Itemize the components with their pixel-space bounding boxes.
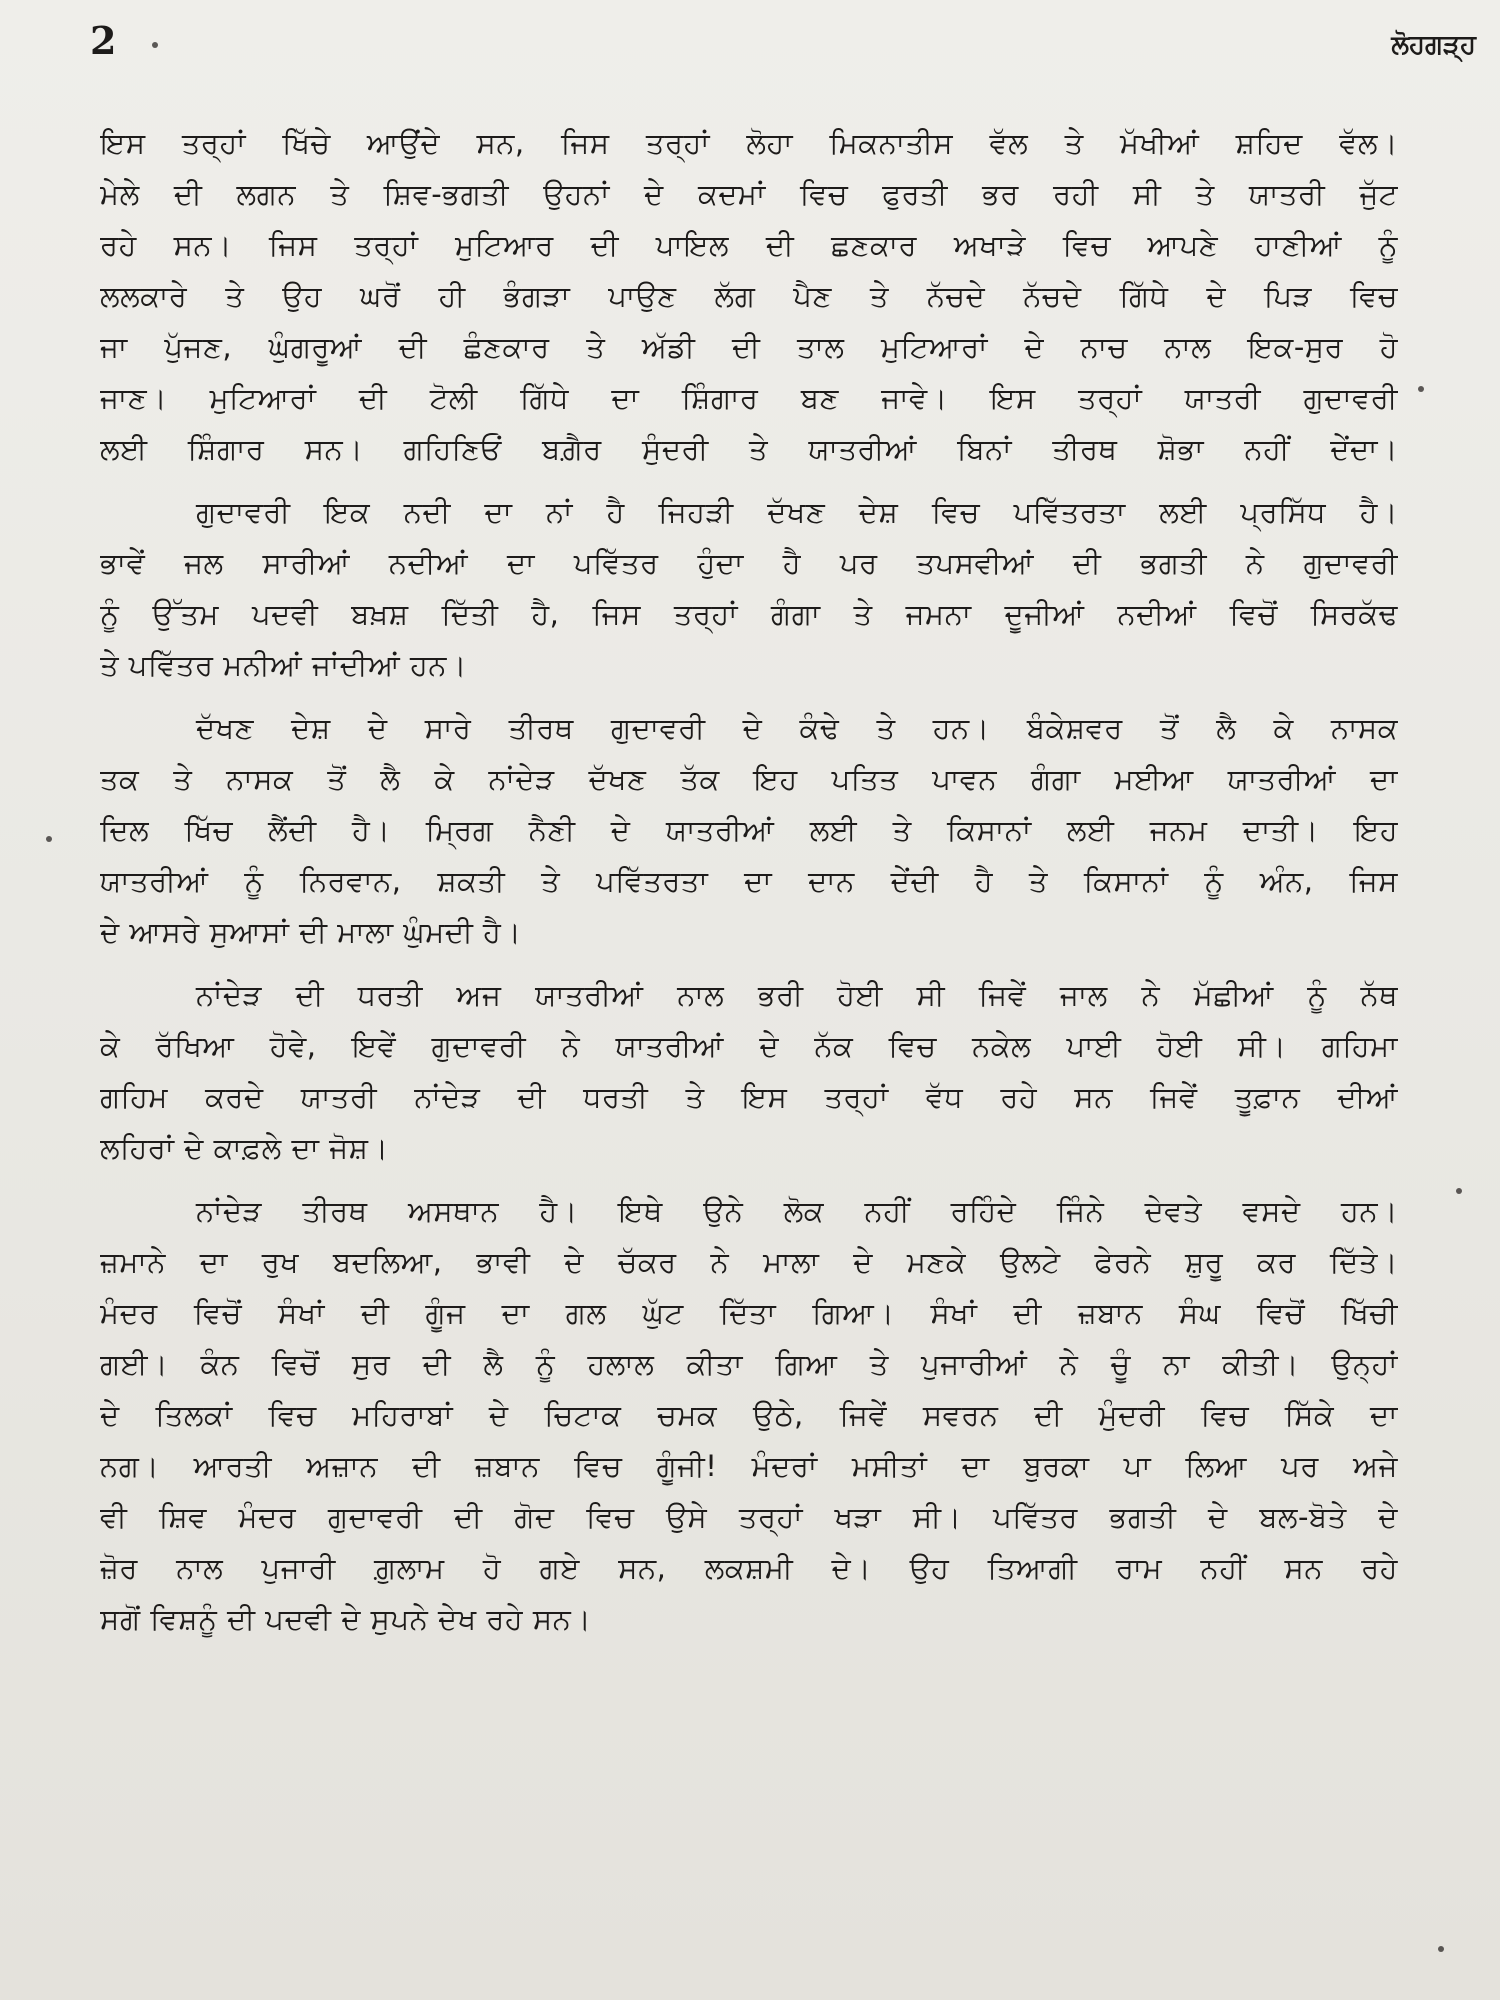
text-line: ਨੂੰ ਉੱਤਮ ਪਦਵੀ ਬਖ਼ਸ਼ ਦਿੱਤੀ ਹੈ, ਜਿਸ ਤਰ੍ਹਾਂ ਗੰਗਾ ਤੇ ਜਮਨਾ ਦੂਜੀਆਂ ਨਦੀਆਂ ਵਿਚੋਂ ਸਿਰਕੱਢ bbox=[100, 597, 1398, 631]
text-line: ਵੀ ਸ਼ਿਵ ਮੰਦਰ ਗੁਦਾਵਰੀ ਦੀ ਗੋਦ ਵਿਚ ਉਸੇ ਤਰ੍ਹਾਂ ਖੜਾ ਸੀ। ਪਵਿੱਤਰ ਭਗਤੀ ਦੇ ਬਲ-ਬੋਤੇ ਦੇ bbox=[100, 1500, 1398, 1534]
text-line: ਦੇ ਆਸਰੇ ਸੁਆਸਾਂ ਦੀ ਮਾਲਾ ਘੁੰਮਦੀ ਹੈ। bbox=[100, 915, 522, 949]
text-line: ਜਾ ਪੁੱਜਣ, ਘੁੰਗਰੂਆਂ ਦੀ ਛੰਣਕਾਰ ਤੇ ਅੱਡੀ ਦੀ ਤਾਲ ਮੁਟਿਆਰਾਂ ਦੇ ਨਾਚ ਨਾਲ ਇਕ-ਸੁਰ ਹੋ bbox=[100, 330, 1398, 364]
text-line: ਤਕ ਤੇ ਨਾਸਕ ਤੋਂ ਲੈ ਕੇ ਨਾਂਦੇੜ ਦੱਖਣ ਤੱਕ ਇਹ ਪਤਿਤ ਪਾਵਨ ਗੰਗਾ ਮਈਆ ਯਾਤਰੀਆਂ ਦਾ bbox=[100, 762, 1398, 796]
text-line: ਗੁਦਾਵਰੀ ਇਕ ਨਦੀ ਦਾ ਨਾਂ ਹੈ ਜਿਹੜੀ ਦੱਖਣ ਦੇਸ਼ ਵਿਚ ਪਵਿੱਤਰਤਾ ਲਈ ਪ੍ਰਸਿੱਧ ਹੈ। bbox=[196, 495, 1398, 529]
text-line: ਲਈ ਸ਼ਿੰਗਾਰ ਸਨ। ਗਹਿਣਿਓਂ ਬਗ਼ੈਰ ਸੁੰਦਰੀ ਤੇ ਯਾਤਰੀਆਂ ਬਿਨਾਂ ਤੀਰਥ ਸ਼ੋਭਾ ਨਹੀਂ ਦੇਂਦਾ। bbox=[100, 432, 1398, 466]
text-line: ਨਗ। ਆਰਤੀ ਅਜ਼ਾਨ ਦੀ ਜ਼ਬਾਨ ਵਿਚ ਗੂੰਜੀ! ਮੰਦਰਾਂ ਮਸੀਤਾਂ ਦਾ ਬੁਰਕਾ ਪਾ ਲਿਆ ਪਰ ਅਜੇ bbox=[100, 1449, 1398, 1483]
text-line: ਜ਼ਮਾਨੇ ਦਾ ਰੁਖ ਬਦਲਿਆ, ਭਾਵੀ ਦੇ ਚੱਕਰ ਨੇ ਮਾਲਾ ਦੇ ਮਣਕੇ ਉਲਟੇ ਫੇਰਨੇ ਸ਼ੁਰੂ ਕਰ ਦਿੱਤੇ। bbox=[100, 1245, 1398, 1279]
ink-speck bbox=[1456, 1188, 1462, 1194]
ink-speck bbox=[46, 836, 52, 842]
text-line: ਮੇਲੇ ਦੀ ਲਗਨ ਤੇ ਸ਼ਿਵ-ਭਗਤੀ ਉਹਨਾਂ ਦੇ ਕਦਮਾਂ ਵਿਚ ਫੁਰਤੀ ਭਰ ਰਹੀ ਸੀ ਤੇ ਯਾਤਰੀ ਜੁੱਟ bbox=[100, 177, 1398, 211]
paragraph-1 bbox=[100, 118, 1398, 475]
paragraph-2 bbox=[100, 487, 1398, 691]
text-line: ਇਸ ਤਰ੍ਹਾਂ ਖਿੱਚੇ ਆਉਂਦੇ ਸਨ, ਜਿਸ ਤਰ੍ਹਾਂ ਲੋਹਾ ਮਿਕਨਾਤੀਸ ਵੱਲ ਤੇ ਮੱਖੀਆਂ ਸ਼ਹਿਦ ਵੱਲ। bbox=[100, 126, 1398, 160]
paragraph-5 bbox=[100, 1186, 1398, 1645]
text-line: ਤੇ ਪਵਿੱਤਰ ਮਨੀਆਂ ਜਾਂਦੀਆਂ ਹਨ। bbox=[100, 648, 467, 682]
text-line: ਜ਼ੋਰ ਨਾਲ ਪੁਜਾਰੀ ਗ਼ੁਲਾਮ ਹੋ ਗਏ ਸਨ, ਲਕਸ਼ਮੀ ਦੇ। ਉਹ ਤਿਆਗੀ ਰਾਮ ਨਹੀਂ ਸਨ ਰਹੇ bbox=[100, 1551, 1398, 1585]
text-line: ਨਾਂਦੇੜ ਦੀ ਧਰਤੀ ਅਜ ਯਾਤਰੀਆਂ ਨਾਲ ਭਰੀ ਹੋਈ ਸੀ ਜਿਵੇਂ ਜਾਲ ਨੇ ਮੱਛੀਆਂ ਨੂੰ ਨੱਥ bbox=[196, 978, 1398, 1012]
text-line: ਮੰਦਰ ਵਿਚੋਂ ਸੰਖਾਂ ਦੀ ਗੂੰਜ ਦਾ ਗਲ ਘੁੱਟ ਦਿੱਤਾ ਗਿਆ। ਸੰਖਾਂ ਦੀ ਜ਼ਬਾਨ ਸੰਘ ਵਿਚੋਂ ਖਿੱਚੀ bbox=[100, 1296, 1398, 1330]
text-line: ਲਹਿਰਾਂ ਦੇ ਕਾਫ਼ਲੇ ਦਾ ਜੋਸ਼। bbox=[100, 1131, 389, 1165]
text-line: ਜਾਣ। ਮੁਟਿਆਰਾਂ ਦੀ ਟੋਲੀ ਗਿੱਧੇ ਦਾ ਸ਼ਿੰਗਾਰ ਬਣ ਜਾਵੇ। ਇਸ ਤਰ੍ਹਾਂ ਯਾਤਰੀ ਗੁਦਾਵਰੀ bbox=[100, 381, 1398, 415]
text-line: ਲਲਕਾਰੇ ਤੇ ਉਹ ਘਰੋਂ ਹੀ ਭੰਗੜਾ ਪਾਉਣ ਲੱਗ ਪੈਣ ਤੇ ਨੱਚਦੇ ਨੱਚਦੇ ਗਿੱਧੇ ਦੇ ਪਿੜ ਵਿਚ bbox=[100, 279, 1398, 313]
paragraph-3 bbox=[100, 703, 1398, 958]
text-line: ਗਈ। ਕੰਨ ਵਿਚੋਂ ਸੁਰ ਦੀ ਲੈ ਨੂੰ ਹਲਾਲ ਕੀਤਾ ਗਿਆ ਤੇ ਪੁਜਾਰੀਆਂ ਨੇ ਚੂੰ ਨਾ ਕੀਤੀ। ਉਨ੍ਹਾਂ bbox=[100, 1347, 1398, 1381]
text-line: ਨਾਂਦੇੜ ਤੀਰਥ ਅਸਥਾਨ ਹੈ। ਇਥੇ ਉਨੇ ਲੋਕ ਨਹੀਂ ਰਹਿੰਦੇ ਜਿੰਨੇ ਦੇਵਤੇ ਵਸਦੇ ਹਨ। bbox=[196, 1194, 1398, 1228]
running-header-title: ਲੋਹਗੜ੍ਹ bbox=[1391, 30, 1476, 60]
paragraph-4 bbox=[100, 970, 1398, 1174]
text-line: ਯਾਤਰੀਆਂ ਨੂੰ ਨਿਰਵਾਨ, ਸ਼ਕਤੀ ਤੇ ਪਵਿੱਤਰਤਾ ਦਾ ਦਾਨ ਦੇਂਦੀ ਹੈ ਤੇ ਕਿਸਾਨਾਂ ਨੂੰ ਅੰਨ, ਜਿਸ bbox=[100, 864, 1398, 898]
text-line: ਦੱਖਣ ਦੇਸ਼ ਦੇ ਸਾਰੇ ਤੀਰਥ ਗੁਦਾਵਰੀ ਦੇ ਕੰਢੇ ਤੇ ਹਨ। ਬੰਕੇਸ਼ਵਰ ਤੋਂ ਲੈ ਕੇ ਨਾਸਕ bbox=[196, 711, 1398, 745]
page-number: 2 bbox=[90, 18, 117, 63]
text-line: ਕੇ ਰੱਖਿਆ ਹੋਵੇ, ਇਵੇਂ ਗੁਦਾਵਰੀ ਨੇ ਯਾਤਰੀਆਂ ਦੇ ਨੱਕ ਵਿਚ ਨਕੇਲ ਪਾਈ ਹੋਈ ਸੀ। ਗਹਿਮਾ bbox=[100, 1029, 1398, 1063]
text-line: ਭਾਵੇਂ ਜਲ ਸਾਰੀਆਂ ਨਦੀਆਂ ਦਾ ਪਵਿੱਤਰ ਹੁੰਦਾ ਹੈ ਪਰ ਤਪਸਵੀਆਂ ਦੀ ਭਗਤੀ ਨੇ ਗੁਦਾਵਰੀ bbox=[100, 546, 1398, 580]
text-line: ਦੇ ਤਿਲਕਾਂ ਵਿਚ ਮਹਿਰਾਬਾਂ ਦੇ ਚਿਟਾਕ ਚਮਕ ਉਠੇ, ਜਿਵੇਂ ਸਵਰਨ ਦੀ ਮੁੰਦਰੀ ਵਿਚ ਸਿੱਕੇ ਦਾ bbox=[100, 1398, 1398, 1432]
page-body-text bbox=[100, 118, 1398, 1657]
text-line: ਗਹਿਮ ਕਰਦੇ ਯਾਤਰੀ ਨਾਂਦੇੜ ਦੀ ਧਰਤੀ ਤੇ ਇਸ ਤਰ੍ਹਾਂ ਵੱਧ ਰਹੇ ਸਨ ਜਿਵੇਂ ਤੂਫ਼ਾਨ ਦੀਆਂ bbox=[100, 1080, 1398, 1114]
ink-speck bbox=[1438, 1946, 1444, 1952]
text-line: ਰਹੇ ਸਨ। ਜਿਸ ਤਰ੍ਹਾਂ ਮੁਟਿਆਰ ਦੀ ਪਾਇਲ ਦੀ ਛਣਕਾਰ ਅਖਾੜੇ ਵਿਚ ਆਪਣੇ ਹਾਣੀਆਂ ਨੂੰ bbox=[100, 228, 1398, 262]
ink-speck bbox=[152, 42, 158, 48]
text-line: ਸਗੋਂ ਵਿਸ਼ਨੂੰ ਦੀ ਪਦਵੀ ਦੇ ਸੁਪਨੇ ਦੇਖ ਰਹੇ ਸਨ। bbox=[100, 1602, 592, 1636]
text-line: ਦਿਲ ਖਿੱਚ ਲੈਂਦੀ ਹੈ। ਮ੍ਰਿਗ ਨੈਣੀ ਦੇ ਯਾਤਰੀਆਂ ਲਈ ਤੇ ਕਿਸਾਨਾਂ ਲਈ ਜਨਮ ਦਾਤੀ। ਇਹ bbox=[100, 813, 1398, 847]
ink-speck bbox=[1418, 386, 1424, 392]
